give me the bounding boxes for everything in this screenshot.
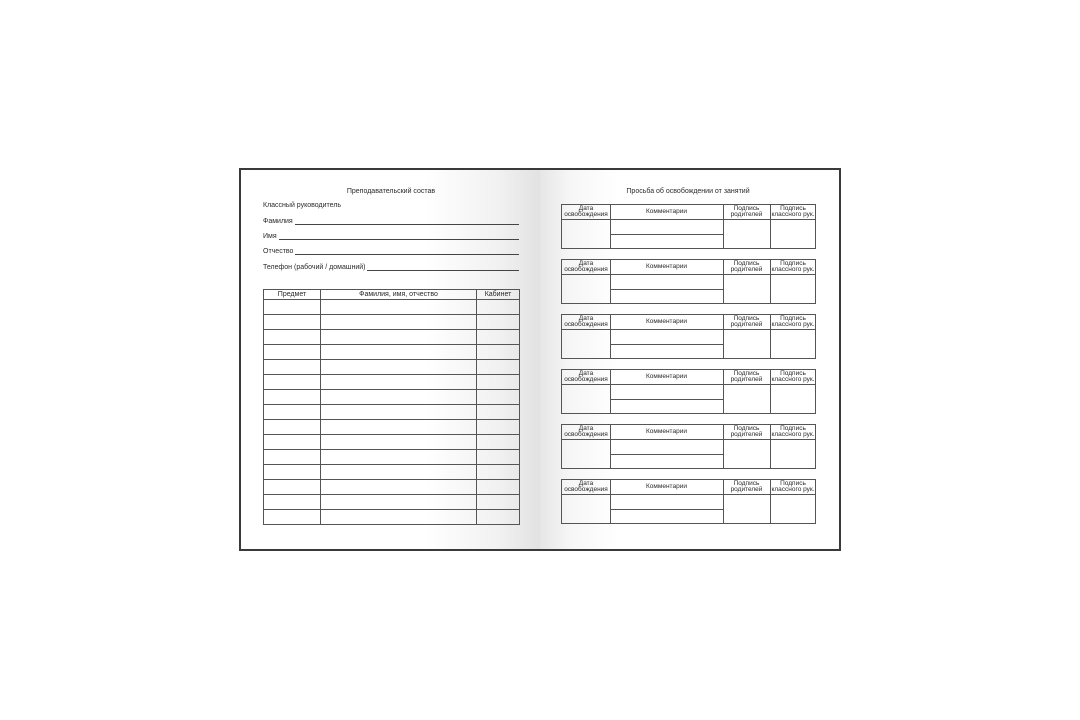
- full-name-cell[interactable]: [321, 390, 477, 405]
- table-row: [264, 315, 520, 330]
- header-room: Кабинет: [477, 290, 520, 300]
- name-label: Имя: [263, 233, 277, 240]
- teachers-table-header: [264, 290, 520, 300]
- date-cell[interactable]: [562, 219, 610, 249]
- subject-cell[interactable]: [264, 465, 321, 480]
- comment-cell[interactable]: [610, 329, 723, 344]
- phone-label: Телефон (рабочий / домашний): [263, 264, 366, 271]
- full-name-cell[interactable]: [321, 345, 477, 360]
- comment-cell[interactable]: [610, 344, 723, 359]
- date-cell[interactable]: [562, 329, 610, 359]
- room-cell[interactable]: [477, 300, 520, 315]
- parent-header-line1: Подпись: [733, 370, 760, 377]
- date-header-line2: освобождения: [564, 376, 608, 383]
- room-cell[interactable]: [477, 480, 520, 495]
- date-header: [562, 205, 610, 219]
- subject-cell[interactable]: [264, 405, 321, 420]
- teachers-table: [263, 289, 520, 525]
- subject-cell[interactable]: [264, 450, 321, 465]
- parent-header-line1: Подпись: [733, 260, 760, 267]
- date-header-line1: Дата: [578, 480, 594, 487]
- teacher-header-line2: классного рук.: [771, 431, 815, 438]
- table-row: [264, 420, 520, 435]
- date-header: [562, 315, 610, 329]
- room-cell[interactable]: [477, 450, 520, 465]
- table-row: [264, 435, 520, 450]
- absence-request-block: [561, 204, 816, 249]
- date-header: [562, 260, 610, 274]
- date-header-line2: освобождения: [564, 321, 608, 328]
- parent-signature-header: [723, 425, 770, 439]
- full-name-cell[interactable]: [321, 405, 477, 420]
- teacher-signature-header: [770, 480, 816, 494]
- parent-signature-cell[interactable]: [723, 384, 770, 414]
- comments-header: [610, 315, 723, 329]
- parent-header-line2: родителей: [730, 431, 763, 438]
- comments-header: [610, 425, 723, 439]
- left-page: [241, 170, 540, 549]
- date-cell[interactable]: [562, 439, 610, 469]
- table-row: [264, 300, 520, 315]
- room-cell[interactable]: [477, 345, 520, 360]
- header-full-name: Фамилия, имя, отчество: [321, 290, 477, 300]
- teacher-signature-header: [770, 315, 816, 329]
- comment-cell[interactable]: [610, 509, 723, 524]
- table-row: [264, 480, 520, 495]
- date-cell[interactable]: [562, 274, 610, 304]
- parent-signature-cell[interactable]: [723, 274, 770, 304]
- teacher-header-line1: Подпись: [780, 260, 806, 267]
- comment-cell[interactable]: [610, 399, 723, 414]
- subject-cell[interactable]: [264, 315, 321, 330]
- teacher-signature-header: [770, 425, 816, 439]
- teacher-signature-cell[interactable]: [770, 274, 816, 304]
- comments-header-label: Комментарии: [646, 373, 687, 380]
- phone-field[interactable]: [263, 262, 519, 271]
- comments-header-label: Комментарии: [646, 428, 687, 435]
- room-cell[interactable]: [477, 405, 520, 420]
- parent-header-line1: Подпись: [733, 425, 760, 432]
- date-header-line2: освобождения: [564, 266, 608, 273]
- class-teacher-heading: Классный руководитель: [263, 202, 342, 209]
- teacher-header-line2: классного рук.: [771, 266, 815, 273]
- full-name-cell[interactable]: [321, 480, 477, 495]
- room-cell[interactable]: [477, 465, 520, 480]
- subject-cell[interactable]: [264, 330, 321, 345]
- parent-signature-header: [723, 205, 770, 219]
- comments-header: [610, 260, 723, 274]
- room-cell[interactable]: [477, 375, 520, 390]
- subject-cell[interactable]: [264, 300, 321, 315]
- full-name-cell[interactable]: [321, 495, 477, 510]
- teacher-header-line2: классного рук.: [771, 376, 815, 383]
- parent-signature-header: [723, 315, 770, 329]
- full-name-cell[interactable]: [321, 465, 477, 480]
- teacher-header-line1: Подпись: [780, 205, 806, 212]
- parent-signature-header: [723, 370, 770, 384]
- absence-request-block: [561, 259, 816, 304]
- parent-header-line2: родителей: [730, 376, 763, 383]
- date-header-line1: Дата: [578, 205, 594, 212]
- table-row: [264, 375, 520, 390]
- phone-line: [367, 264, 519, 271]
- comment-cell[interactable]: [610, 439, 723, 454]
- room-cell[interactable]: [477, 360, 520, 375]
- comments-header-label: Комментарии: [646, 483, 687, 490]
- comments-header-label: Комментарии: [646, 263, 687, 270]
- subject-cell[interactable]: [264, 345, 321, 360]
- absence-request-block: [561, 369, 816, 414]
- room-cell[interactable]: [477, 435, 520, 450]
- teacher-signature-cell[interactable]: [770, 219, 816, 249]
- teacher-header-line1: Подпись: [780, 480, 806, 487]
- surname-line: [295, 218, 519, 225]
- header-subject: Предмет: [264, 290, 321, 300]
- subject-cell[interactable]: [264, 390, 321, 405]
- parent-header-line2: родителей: [730, 321, 763, 328]
- parent-signature-header: [723, 480, 770, 494]
- parent-header-line1: Подпись: [733, 315, 760, 322]
- room-cell[interactable]: [477, 495, 520, 510]
- teacher-signature-cell[interactable]: [770, 384, 816, 414]
- teacher-signature-header: [770, 205, 816, 219]
- date-header-line2: освобождения: [564, 211, 608, 218]
- comments-header: [610, 480, 723, 494]
- comment-cell[interactable]: [610, 494, 723, 509]
- parent-header-line2: родителей: [730, 211, 763, 218]
- patronymic-label: Отчество: [263, 248, 294, 255]
- comments-header-label: Комментарии: [646, 318, 687, 325]
- full-name-cell[interactable]: [321, 315, 477, 330]
- date-header: [562, 425, 610, 439]
- table-row: [264, 390, 520, 405]
- room-cell[interactable]: [477, 315, 520, 330]
- parent-header-line1: Подпись: [733, 205, 760, 212]
- full-name-cell[interactable]: [321, 300, 477, 315]
- teacher-header-line2: классного рук.: [771, 321, 815, 328]
- subject-cell[interactable]: [264, 495, 321, 510]
- date-cell[interactable]: [562, 384, 610, 414]
- teacher-signature-header: [770, 260, 816, 274]
- parent-signature-cell[interactable]: [723, 439, 770, 469]
- room-cell[interactable]: [477, 330, 520, 345]
- date-header-line2: освобождения: [564, 431, 608, 438]
- subject-cell[interactable]: [264, 375, 321, 390]
- parent-header-line2: родителей: [730, 266, 763, 273]
- table-row: [264, 405, 520, 420]
- room-cell[interactable]: [477, 420, 520, 435]
- parent-signature-header: [723, 260, 770, 274]
- comments-header: [610, 205, 723, 219]
- comment-cell[interactable]: [610, 384, 723, 399]
- parent-header-line1: Подпись: [733, 480, 760, 487]
- subject-cell[interactable]: [264, 420, 321, 435]
- comments-header: [610, 370, 723, 384]
- date-header-line1: Дата: [578, 425, 594, 432]
- full-name-cell[interactable]: [321, 450, 477, 465]
- absence-request-block: [561, 424, 816, 469]
- teacher-header-line1: Подпись: [780, 315, 806, 322]
- room-cell[interactable]: [477, 390, 520, 405]
- date-header-line1: Дата: [578, 315, 594, 322]
- teacher-header-line1: Подпись: [780, 425, 806, 432]
- patronymic-field[interactable]: [263, 246, 519, 255]
- table-row: [264, 450, 520, 465]
- subject-cell[interactable]: [264, 435, 321, 450]
- comments-header-label: Комментарии: [646, 208, 687, 215]
- table-row: [264, 465, 520, 480]
- page-title-teaching-staff: Преподавательский состав: [346, 188, 436, 195]
- full-name-cell[interactable]: [321, 435, 477, 450]
- date-header: [562, 370, 610, 384]
- date-header: [562, 480, 610, 494]
- teacher-signature-header: [770, 370, 816, 384]
- date-cell[interactable]: [562, 494, 610, 524]
- page-title-absence-requests: Просьба об освобождении от занятий: [626, 188, 750, 195]
- full-name-cell[interactable]: [321, 360, 477, 375]
- comment-cell[interactable]: [610, 234, 723, 249]
- comment-cell[interactable]: [610, 454, 723, 469]
- teacher-signature-cell[interactable]: [770, 494, 816, 524]
- full-name-cell[interactable]: [321, 330, 477, 345]
- absence-request-block: [561, 479, 816, 524]
- full-name-cell[interactable]: [321, 510, 477, 525]
- comment-cell[interactable]: [610, 274, 723, 289]
- surname-label: Фамилия: [263, 218, 293, 225]
- subject-cell[interactable]: [264, 510, 321, 525]
- teacher-header-line2: классного рук.: [771, 486, 815, 493]
- table-row: [264, 345, 520, 360]
- table-row: [264, 510, 520, 525]
- parent-signature-cell[interactable]: [723, 329, 770, 359]
- table-row: [264, 360, 520, 375]
- name-line: [279, 233, 519, 240]
- date-header-line1: Дата: [578, 370, 594, 377]
- name-field[interactable]: [263, 231, 519, 240]
- date-header-line1: Дата: [578, 260, 594, 267]
- surname-field[interactable]: [263, 216, 519, 225]
- room-cell[interactable]: [477, 510, 520, 525]
- table-row: [264, 495, 520, 510]
- date-header-line2: освобождения: [564, 486, 608, 493]
- teacher-signature-cell[interactable]: [770, 329, 816, 359]
- comment-cell[interactable]: [610, 289, 723, 304]
- parent-header-line2: родителей: [730, 486, 763, 493]
- absence-request-block: [561, 314, 816, 359]
- open-notebook-spread: [239, 168, 841, 551]
- teacher-signature-cell[interactable]: [770, 439, 816, 469]
- comment-cell[interactable]: [610, 219, 723, 234]
- teacher-header-line1: Подпись: [780, 370, 806, 377]
- full-name-cell[interactable]: [321, 375, 477, 390]
- parent-signature-cell[interactable]: [723, 219, 770, 249]
- subject-cell[interactable]: [264, 480, 321, 495]
- full-name-cell[interactable]: [321, 420, 477, 435]
- patronymic-line: [295, 248, 519, 255]
- teacher-header-line2: классного рук.: [771, 211, 815, 218]
- right-page: [540, 170, 839, 549]
- table-row: [264, 330, 520, 345]
- parent-signature-cell[interactable]: [723, 494, 770, 524]
- subject-cell[interactable]: [264, 360, 321, 375]
